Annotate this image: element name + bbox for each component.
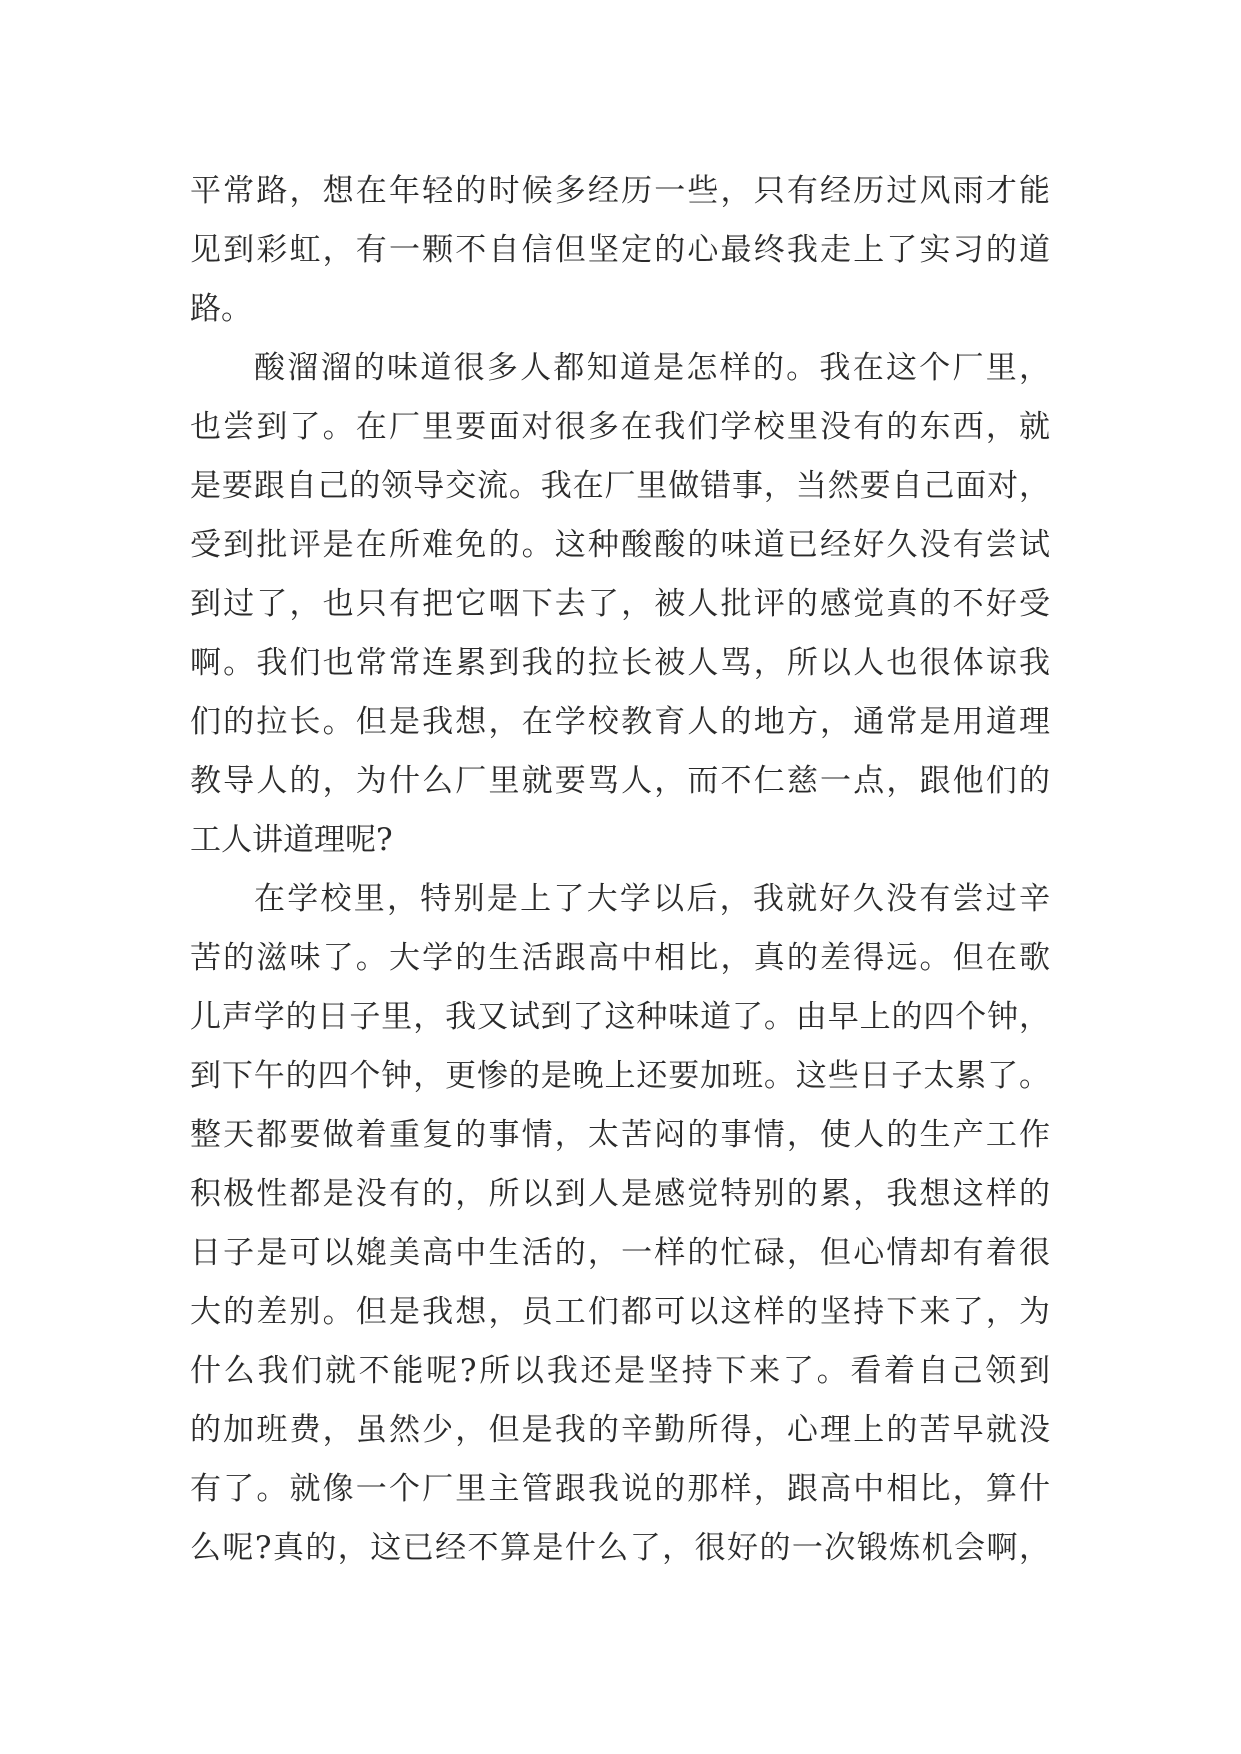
text-line: 是要跟自己的领导交流。我在厂里做错事，当然要自己面对，	[190, 468, 1050, 504]
text-line: 积极性都是没有的，所以到人是感觉特别的累，我想这样的	[190, 1176, 1050, 1212]
text-line: 啊。我们也常常连累到我的拉长被人骂，所以人也很体谅我	[190, 645, 1050, 681]
text-line: 到下午的四个钟，更惨的是晚上还要加班。这些日子太累了。	[190, 1058, 1050, 1094]
text-line: 有了。就像一个厂里主管跟我说的那样，跟高中相比，算什	[190, 1471, 1050, 1507]
paragraph-1	[190, 162, 1050, 339]
paragraph-3	[190, 870, 1050, 1578]
text-line: 们的拉长。但是我想，在学校教育人的地方，通常是用道理	[190, 704, 1050, 740]
text-line: 日子是可以媲美高中生活的，一样的忙碌，但心情却有着很	[190, 1235, 1050, 1271]
text-line: 大的差别。但是我想，员工们都可以这样的坚持下来了，为	[190, 1294, 1050, 1330]
text-line: 工人讲道理呢?	[190, 822, 393, 858]
text-line: 教导人的，为什么厂里就要骂人，而不仁慈一点，跟他们的	[190, 763, 1050, 799]
document-body	[190, 162, 1050, 1578]
text-line: 什么我们就不能呢?所以我还是坚持下来了。看着自己领到	[190, 1353, 1050, 1389]
text-line: 儿声学的日子里，我又试到了这种味道了。由早上的四个钟，	[190, 999, 1050, 1035]
text-line: 平常路，想在年轻的时候多经历一些，只有经历过风雨才能	[190, 173, 1050, 209]
text-line: 的加班费，虽然少，但是我的辛勤所得，心理上的苦早就没	[190, 1412, 1050, 1448]
text-line: 苦的滋味了。大学的生活跟高中相比，真的差得远。但在歌	[190, 940, 1050, 976]
paragraph-2	[190, 339, 1050, 870]
text-line: 受到批评是在所难免的。这种酸酸的味道已经好久没有尝试	[190, 527, 1050, 563]
text-line: 么呢?真的，这已经不算是什么了，很好的一次锻炼机会啊，	[190, 1530, 1050, 1566]
text-line: 酸溜溜的味道很多人都知道是怎样的。我在这个厂里，	[254, 350, 1050, 386]
text-line: 整天都要做着重复的事情，太苦闷的事情，使人的生产工作	[190, 1117, 1050, 1153]
text-line: 路。	[190, 291, 252, 327]
text-line: 见到彩虹，有一颗不自信但坚定的心最终我走上了实习的道	[190, 232, 1050, 268]
text-line: 也尝到了。在厂里要面对很多在我们学校里没有的东西，就	[190, 409, 1050, 445]
text-line: 在学校里，特别是上了大学以后，我就好久没有尝过辛	[254, 881, 1050, 917]
text-line: 到过了，也只有把它咽下去了，被人批评的感觉真的不好受	[190, 586, 1050, 622]
